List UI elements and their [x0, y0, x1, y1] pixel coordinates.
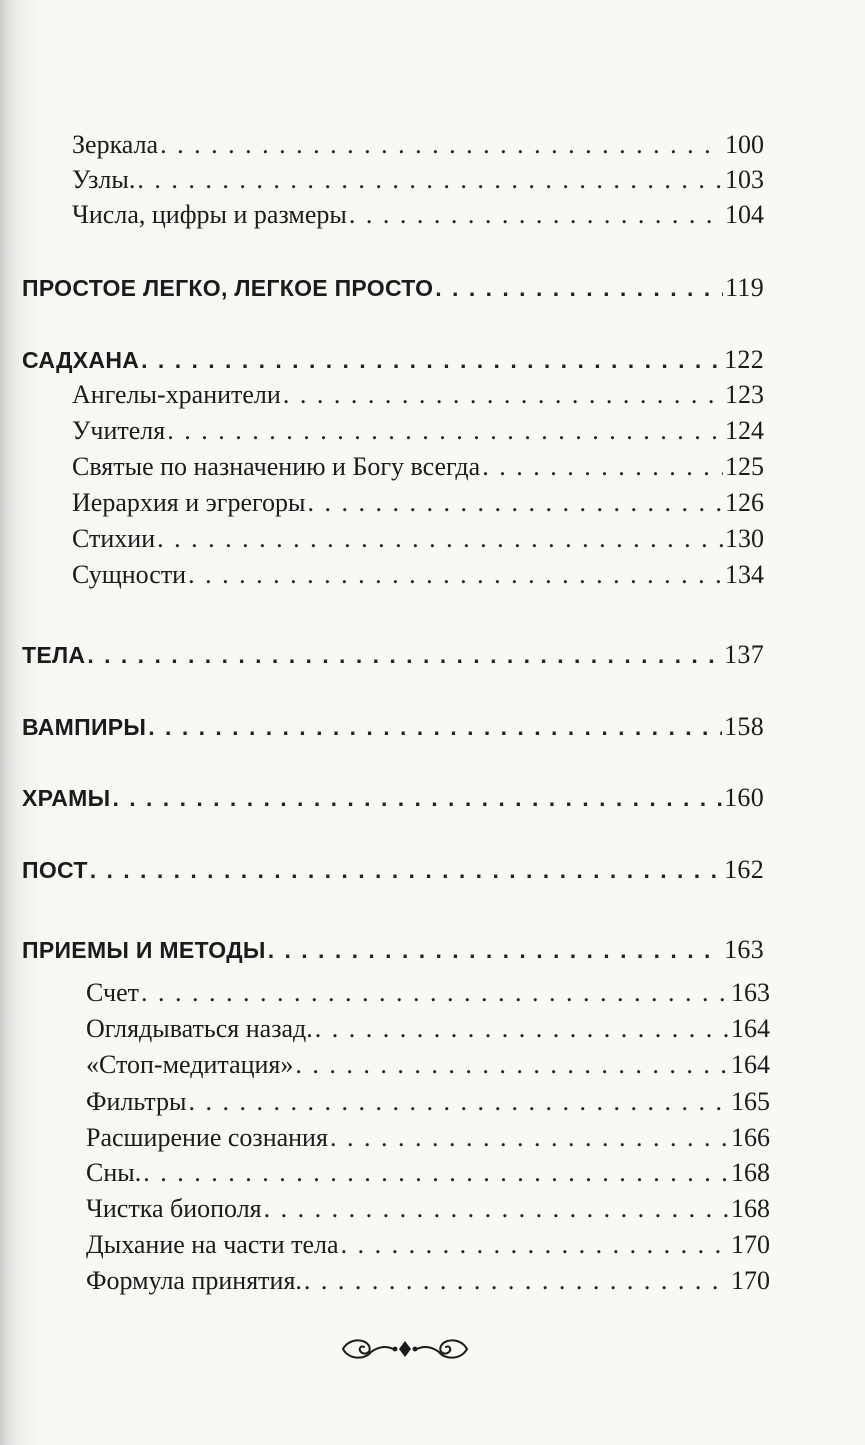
toc-entry-page: 168 [731, 1194, 770, 1223]
toc-entry-title: Зеркала [72, 130, 159, 159]
toc-section-page: 160 [724, 783, 764, 812]
toc-entry-page: 124 [725, 416, 764, 445]
toc-section [22, 637, 764, 673]
dot-leader [167, 413, 723, 449]
toc-section-title: ТЕЛА [22, 642, 86, 668]
toc-section-title: ПОСТ [22, 857, 88, 883]
dot-leader [137, 162, 723, 198]
toc-entry-title: Чистка биополя [86, 1194, 262, 1223]
toc-entry-title: «Стоп-медитация» [86, 1050, 294, 1079]
toc-entry [72, 521, 764, 557]
dot-leader [160, 127, 723, 163]
toc-entry-page: 130 [725, 524, 764, 553]
toc-section-page: 137 [724, 640, 764, 669]
dot-leader [141, 342, 722, 378]
toc-entry-page: 123 [725, 380, 764, 409]
toc-entry [72, 449, 764, 485]
toc-entry [86, 1011, 770, 1047]
scroll-flourish-icon [335, 1334, 475, 1364]
toc-section-title: ПРОСТОЕ ЛЕГКО, ЛЕГКОЕ ПРОСТО [22, 275, 434, 301]
dot-leader [341, 1227, 729, 1263]
toc-entry-page: 166 [731, 1123, 770, 1152]
toc-section-page: 122 [724, 345, 764, 374]
toc-entry-title: Стихии [72, 524, 156, 553]
toc-entry [72, 197, 764, 233]
toc-entry [72, 377, 764, 413]
toc-entry-page: 170 [731, 1230, 770, 1259]
dot-leader [87, 637, 722, 673]
toc-entry-title: Числа, цифры и размеры [72, 200, 347, 229]
toc-entry-page: 104 [725, 200, 764, 229]
dot-leader [264, 1191, 729, 1227]
toc-section [22, 342, 764, 378]
toc-entry [86, 1155, 770, 1191]
toc-entry [72, 485, 764, 521]
toc-entry-title: Фильтры [86, 1087, 187, 1116]
toc-section [22, 852, 764, 888]
toc-entry-page: 103 [725, 165, 764, 194]
toc-section-title: ВАМПИРЫ [22, 714, 147, 740]
toc-section [22, 709, 764, 745]
dot-leader [308, 485, 724, 521]
toc-entry-title: Оглядываться назад. [86, 1014, 313, 1043]
toc-section-title: САДХАНА [22, 347, 140, 373]
toc-entry [86, 1263, 770, 1299]
toc-entry [86, 1191, 770, 1227]
dot-leader [283, 377, 723, 413]
toc-entry [86, 1084, 770, 1120]
toc-entry-page: 100 [725, 130, 764, 159]
toc-entry-title: Иерархия и эгрегоры [72, 488, 306, 517]
dot-leader [482, 449, 723, 485]
toc-entry-page: 134 [725, 560, 764, 589]
toc-entry [86, 1120, 770, 1156]
toc-entry-title: Ангелы-хранители [72, 380, 281, 409]
toc-section [22, 932, 764, 968]
toc-entry-page: 126 [725, 488, 764, 517]
toc-section-title: ПРИЕМЫ И МЕТОДЫ [22, 937, 266, 963]
toc-entry-title: Сущности [72, 560, 187, 589]
dot-leader [330, 1120, 729, 1156]
dot-leader [304, 1263, 729, 1299]
dot-leader [141, 975, 729, 1011]
toc-entry [86, 1227, 770, 1263]
toc-entry [72, 557, 764, 593]
toc-entry-page: 164 [731, 1014, 770, 1043]
toc-entry-page: 164 [731, 1050, 770, 1079]
toc-entry [86, 1047, 770, 1083]
dot-leader [295, 1047, 729, 1083]
toc-entry [72, 127, 764, 163]
dot-leader [157, 521, 723, 557]
dot-leader [188, 1084, 729, 1120]
toc-entry-title: Расширение сознания [86, 1123, 328, 1152]
toc-section [22, 780, 764, 816]
toc-section-page: 158 [724, 712, 764, 741]
toc-entry-title: Счет [86, 978, 139, 1007]
toc-entry-page: 168 [731, 1158, 770, 1187]
toc-entry-title: Сны. [86, 1158, 142, 1187]
dot-leader [90, 852, 722, 888]
toc-entry-page: 165 [731, 1087, 770, 1116]
toc-entry-title: Узлы. [72, 165, 136, 194]
toc-section-page: 162 [724, 855, 764, 884]
dot-leader [268, 932, 722, 968]
dot-leader [315, 1011, 729, 1047]
dot-leader [112, 780, 722, 816]
toc-entry-title: Учителя [72, 416, 166, 445]
toc-section-page: 163 [724, 935, 764, 964]
toc-entry [86, 975, 770, 1011]
toc-entry-page: 125 [725, 452, 764, 481]
dot-leader [349, 197, 723, 233]
toc-entry [72, 413, 764, 449]
dot-leader [188, 557, 723, 593]
dot-leader [435, 270, 723, 306]
toc-section [22, 270, 764, 306]
toc-entry [72, 162, 764, 198]
toc-entry-title: Святые по назначению и Богу всегда [72, 452, 481, 481]
dot-leader [148, 709, 722, 745]
toc-entry-page: 163 [731, 978, 770, 1007]
dot-leader [143, 1155, 729, 1191]
toc-section-title: ХРАМЫ [22, 785, 111, 811]
toc-entry-title: Дыхание на части тела [86, 1230, 339, 1259]
toc-entry-page: 170 [731, 1266, 770, 1295]
toc-section-page: 119 [725, 273, 764, 302]
toc-entry-title: Формула принятия. [86, 1266, 302, 1295]
